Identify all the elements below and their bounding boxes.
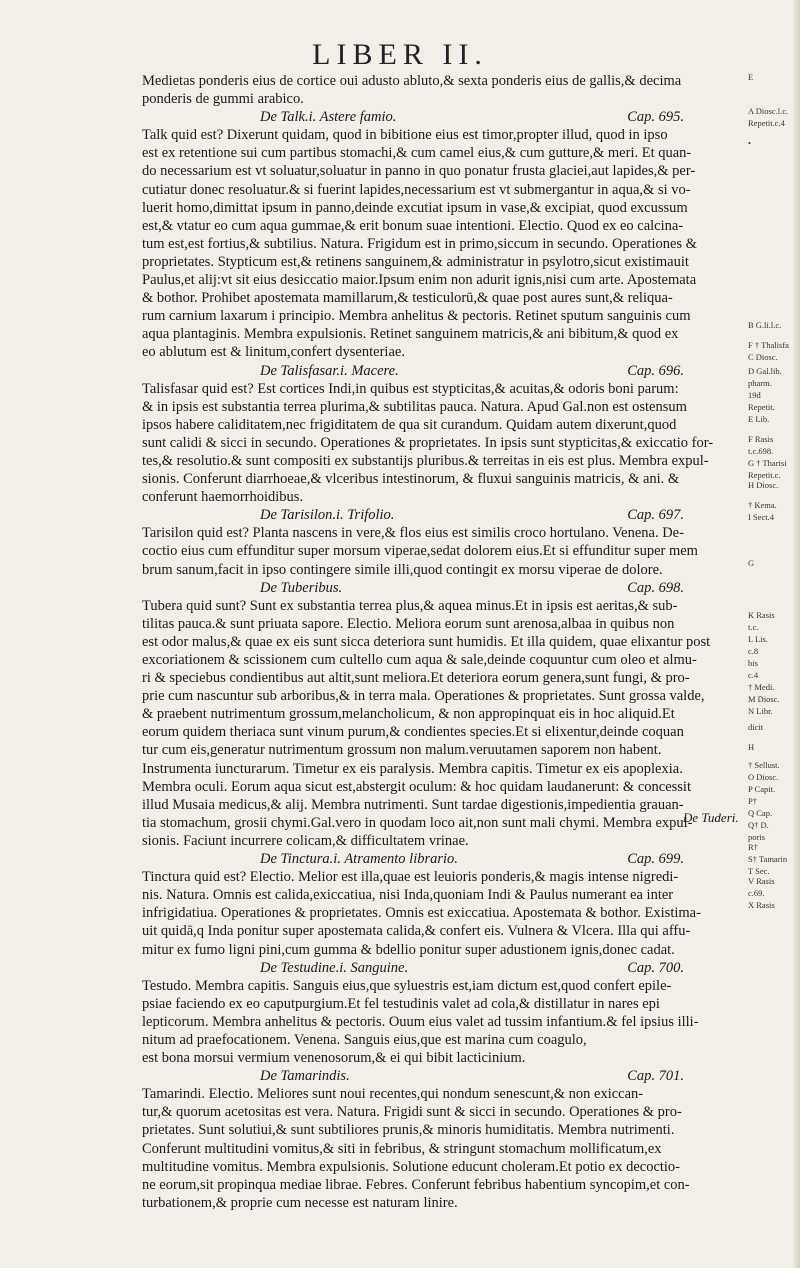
- text-line: eorum quidem theriaca sunt vinum purum,& condientes species.Et si elixentur,deinde coquan: [142, 724, 684, 741]
- margin-note: D Gal.lib.: [748, 366, 782, 376]
- text-line: ipsos habere caliditatem,nec frigiditatem de qua sit curandum. Quidam autem dixerunt,quod: [142, 416, 677, 433]
- chapter-heading: [142, 506, 742, 524]
- text-line: proprietates. Stypticum est,& retinens sanguinem,& administratur in psylotro,sicut existimauit: [142, 253, 689, 270]
- margin-note: c.4: [748, 670, 759, 680]
- margin-note: I Sect.4: [748, 512, 774, 522]
- text-line: Medietas ponderis eius de cortice oui adusto abluto,& sexta ponderis eius de gallis,& decima: [142, 73, 682, 89]
- text-line: do necessarium est vt soluatur,soluatur in panno in quo ponatur frusta glaciei,aut lapides,& per-: [142, 163, 696, 180]
- text-line: coctio eius cum effunditur super morsum viperae,sedat dolorem eius.Et si effunditur super mem: [142, 543, 698, 560]
- text-line: tur cum eis,generatur nutrimentum grossum non malum.veruutamen saporem non habent.: [142, 742, 662, 759]
- text-line: ri & speciebus condientibus aut altit,sunt meliora.Et deteriora eorum genera,sunt fungi, & pro-: [142, 670, 690, 687]
- text-line: prie cum nascuntur sub arboribus,& in terra mala. Operationes & proprietates. Sunt grossa valde,: [142, 688, 705, 705]
- text-line: aqua plantaginis. Membra expulsionis. Retinet sanguinem matricis,& ani bibitum,& quod ex: [142, 326, 679, 343]
- margin-note: X Rasis: [748, 900, 775, 910]
- margin-note: O Diosc.: [748, 772, 779, 782]
- chapter-title: De Tamarindis.: [260, 1068, 350, 1085]
- margin-note: T Sec.: [748, 866, 770, 876]
- margin-note: E: [748, 72, 754, 82]
- chapter-heading: [142, 959, 742, 977]
- text-line: multitudine vomitus. Membra expulsionis. Solutione educunt choleram.Et potio ex decoctio-: [142, 1158, 681, 1175]
- margin-note: L Lis.: [748, 634, 768, 644]
- margin-note: F Rasis: [748, 434, 774, 444]
- margin-note: B G.li.l.c.: [748, 320, 782, 330]
- chapter-title: De Talisfasar.i. Macere.: [260, 362, 399, 379]
- main-text-block: [142, 72, 742, 1212]
- text-line: est odor malus,& quae ex eis sunt sicca deteriora sunt humidis. Et illa quidem, quae elixantur post: [142, 633, 711, 650]
- text-line: conferunt haemorrhoidibus.: [142, 489, 304, 506]
- text-line: lepticorum. Membra anhelitus & pectoris. Ouum eius valet ad tussim infantium.& fel ipsius illi-: [142, 1013, 699, 1030]
- text-line: Tinctura quid est? Electio. Melior est illa,quae est leuioris ponderis,& magis intense nigredi-: [142, 869, 679, 886]
- chapter-number: Cap. 695.: [627, 109, 684, 126]
- margin-note: † Medi.: [748, 682, 775, 692]
- margin-note: c.69.: [748, 888, 765, 898]
- margin-note: R†: [748, 842, 758, 852]
- text-line: & praebent nutrimentum grossum,melancholicum, & non appropinquat eis in hoc aliquid.Et: [142, 706, 675, 723]
- chapter-title: De Testudine.i. Sanguine.: [260, 959, 409, 976]
- text-line: Instrumenta iuncturarum. Timetur ex eis paralysis. Membra capitis. Timetur ex eis apoplexia.: [142, 760, 683, 777]
- text-line: sunt calidi & sicci in secundo. Operationes & proprietates. In ipsis sunt stypticitas,& exiccatio for-: [142, 434, 714, 451]
- chapter-heading: [142, 850, 742, 868]
- text-line: Tarisilon quid est? Planta nascens in vere,& flos eius est similis croco hortulano. Venena. De-: [142, 525, 684, 542]
- margin-note: M Diosc.: [748, 694, 780, 704]
- chapter-number: Cap. 696.: [627, 362, 684, 379]
- text-line: sionis. Faciunt incurrere colicam,& difficultatem vrinae.: [142, 832, 469, 849]
- margin-note: G: [748, 558, 755, 568]
- text-line: uit quidā,q Inda ponitur super apostemata calida,& confert eis. Vulnera & Vlcera. Illa qui affu-: [142, 923, 691, 940]
- catchword: De Tuderi.: [683, 810, 739, 825]
- text-line: est bona morsui vermium venenosorum,& ei qui bibit lacticinium.: [142, 1050, 526, 1067]
- margin-note: V Rasis: [748, 876, 775, 886]
- text-line: mitur ex fumo ligni pini,cum gumma & bdellio ponitur super adustionem ignis,donec cadat.: [142, 941, 675, 958]
- margin-note: bis: [748, 658, 758, 668]
- text-line: tes,& resolutio.& sunt compositi ex substantijs pluribus.& terreitas in eis est plus. Membra expul-: [142, 452, 709, 469]
- margin-note: Repetit.: [748, 402, 775, 412]
- text-line: Tubera quid sunt? Sunt ex substantia terrea plus,& aquea minus.Et in ipsis est aeritas,& sub-: [142, 597, 678, 614]
- margin-note: •: [748, 138, 751, 148]
- margin-note: F † Thalisfa: [748, 340, 789, 350]
- text-line: tur,& quorum acetositas est vera. Natura. Frigidi sunt & sicci in secundo. Operationes & pro-: [142, 1104, 682, 1121]
- chapter-heading: [142, 108, 742, 126]
- margin-note: c.8: [748, 646, 759, 656]
- margin-note: dicit: [748, 722, 764, 732]
- margin-note: C Diosc.: [748, 352, 778, 362]
- text-line: tilitas pauca.& sunt priuata sapore. Electio. Meliora eorum sunt arenosa,albaa in quibus non: [142, 615, 675, 632]
- margin-note: E Lib.: [748, 414, 770, 424]
- margin-note: H Diosc.: [748, 480, 779, 490]
- text-line: prietates. Sunt solutiui,& sunt subtiliores prunis,& minoris humiditatis. Membra nutrimenti.: [142, 1122, 675, 1139]
- chapter-number: Cap. 697.: [627, 507, 684, 524]
- text-line: infrigidatiua. Operationes & proprietates. Omnis est exiccatiua. Apostemata & bothor. Existima-: [142, 905, 701, 922]
- chapter-title: De Tinctura.i. Atramento librario.: [260, 851, 458, 868]
- chapter-number: Cap. 701.: [627, 1068, 684, 1085]
- text-line: nis. Natura. Omnis est calida,exiccatiua, nisi Inda,quoniam Indi & Paulus numerant ea inter: [142, 887, 674, 904]
- text-line: rum carnium laxarum i principio. Membra anhelitus & pectoris. Retinet sputum sanguinis cum: [142, 308, 691, 325]
- text-line: cutiatur donec resoluatur.& si fuerint lapides,necessarium est vt submergantur in aqua,& si vo-: [142, 181, 691, 198]
- running-title: LIBER II.: [312, 38, 488, 71]
- margin-note: N Libr.: [748, 706, 773, 716]
- margin-note: Q Cap.: [748, 808, 773, 818]
- text-line: tum est,est fortius,& subtilius. Natura. Frigidum est in primo,siccum in secundo. Operationes &: [142, 235, 697, 252]
- text-line: nitum ad praefocationem. Venena. Sanguis eius,que est marina cum coagulo,: [142, 1031, 587, 1048]
- margin-note: H: [748, 742, 755, 752]
- chapter-title: De Tarisilon.i. Trifolio.: [260, 507, 395, 524]
- text-line: Talk quid est? Dixerunt quidam, quod in bibitione eius est timor,propter illud, quod in ipso: [142, 127, 668, 144]
- margin-note: poris: [748, 832, 765, 842]
- margin-note: Repetit.c.4: [748, 118, 785, 128]
- chapter-title: De Tuberibus.: [260, 579, 343, 596]
- text-line: Conferunt multitudini vomitus,& siti in febribus, & stringunt stomachum mollificatum,ex: [142, 1140, 662, 1157]
- margin-note: G † Tharisi: [748, 458, 787, 468]
- text-line: Testudo. Membra capitis. Sanguis eius,que syluestris est,iam dictum est,quod confert epile-: [142, 977, 672, 994]
- text-line: luerit homo,dimittat ipsum in panno,deinde excutiat ipsum in vase,& excipiat, quod excussum: [142, 199, 688, 216]
- margin-note: † Kema.: [748, 500, 777, 510]
- text-line: sionis. Conferunt diarrhoeae,& vlceribus intestinorum, & fluxui sanguinis matricis, & ani. &: [142, 471, 680, 488]
- text-line: illud Musaia medicus,& alij. Membra nutrimenti. Sunt tardae digestionis,impedientia grauan-: [142, 796, 684, 813]
- margin-note: S† Tamarin: [748, 854, 788, 864]
- chapter-title: De Talk.i. Astere famio.: [260, 109, 397, 126]
- margin-note: Repetit.c.: [748, 470, 781, 480]
- chapter-number: Cap. 698.: [627, 579, 684, 596]
- chapter-number: Cap. 699.: [627, 851, 684, 868]
- margin-note: 19d: [748, 390, 761, 400]
- chapter-heading: [142, 1067, 742, 1085]
- text-line: psiae faciendo ex eo caputpurgium.Et fel testudinis valet ad cola,& distillatur in nares epi: [142, 995, 660, 1012]
- chapter-number: Cap. 700.: [627, 959, 684, 976]
- text-line: ne eorum,sit propinqua mediae librae. Febres. Conferunt febribus habentium syncopim,et con-: [142, 1176, 690, 1193]
- margin-note: P†: [748, 796, 757, 806]
- chapter-heading: [142, 579, 742, 597]
- text-line: turbationem,& proprie cum necesse est naturam linire.: [142, 1194, 458, 1211]
- text-line: tia stomachum, grosii chymi.Gal.vero in quodam loco ait,non sunt mali chymi. Membra expul-: [142, 814, 693, 831]
- margin-note: Q† D.: [748, 820, 769, 830]
- margin-note: pharm.: [748, 378, 772, 388]
- margin-note: K Rasis: [748, 610, 775, 620]
- text-line: brum sanum,facit in ipso contingere simile illi,quod contingit ex morsu viperae de dolore.: [142, 561, 663, 578]
- text-line: ponderis de gummi arabico.: [142, 91, 304, 108]
- text-line: & bothor. Prohibet apostemata mamillarum,& testiculorū,& quae post aures sunt,& reliqua-: [142, 290, 673, 307]
- text-line: Tamarindi. Electio. Meliores sunt noui recentes,qui nondum senescunt,& non exiccan-: [142, 1086, 644, 1103]
- text-line: est,& vtatur eo cum aqua gummae,& erit bonum suae intentioni. Electio. Quod ex eo calcina-: [142, 217, 684, 234]
- text-line: Talisfasar quid est? Est cortices Indi,in quibus est stypticitas,& acuitas,& odoris boni parum:: [142, 380, 679, 397]
- page-edge: [794, 0, 800, 1268]
- text-line: est ex retentione sui cum partibus stomachi,& cum camel eius,& cum gutture,& meri. Et quan-: [142, 145, 692, 162]
- text-line: Membra oculi. Eorum aqua sicut est,abstergit oculum: & hoc quidam laudanerunt: & concessit: [142, 778, 691, 795]
- margin-note: P Capit.: [748, 784, 776, 794]
- margin-note: † Sellust.: [748, 760, 780, 770]
- text-line: Paulus,et alij:vt sit eius desiccatio maior.Ipsum enim non adurit ignis,nisi cum arte. Apostemata: [142, 272, 697, 289]
- margin-note: t.c.: [748, 622, 759, 632]
- text-line: excoriationem & scissionem cum cultello cum aqua & sale,deinde coquuntur cum oleo et almu-: [142, 652, 697, 668]
- margin-note: t.c.698.: [748, 446, 774, 456]
- chapter-heading: [142, 362, 742, 380]
- margin-note: A Diosc.l.c.: [748, 106, 789, 116]
- text-line: eo ablutum est & linitum,confert dysenteriae.: [142, 344, 405, 361]
- text-line: & in ipsis est substantia terrea plurima,& subtilitas pauca. Natura. Apud Gal.non est ostensum: [142, 398, 687, 415]
